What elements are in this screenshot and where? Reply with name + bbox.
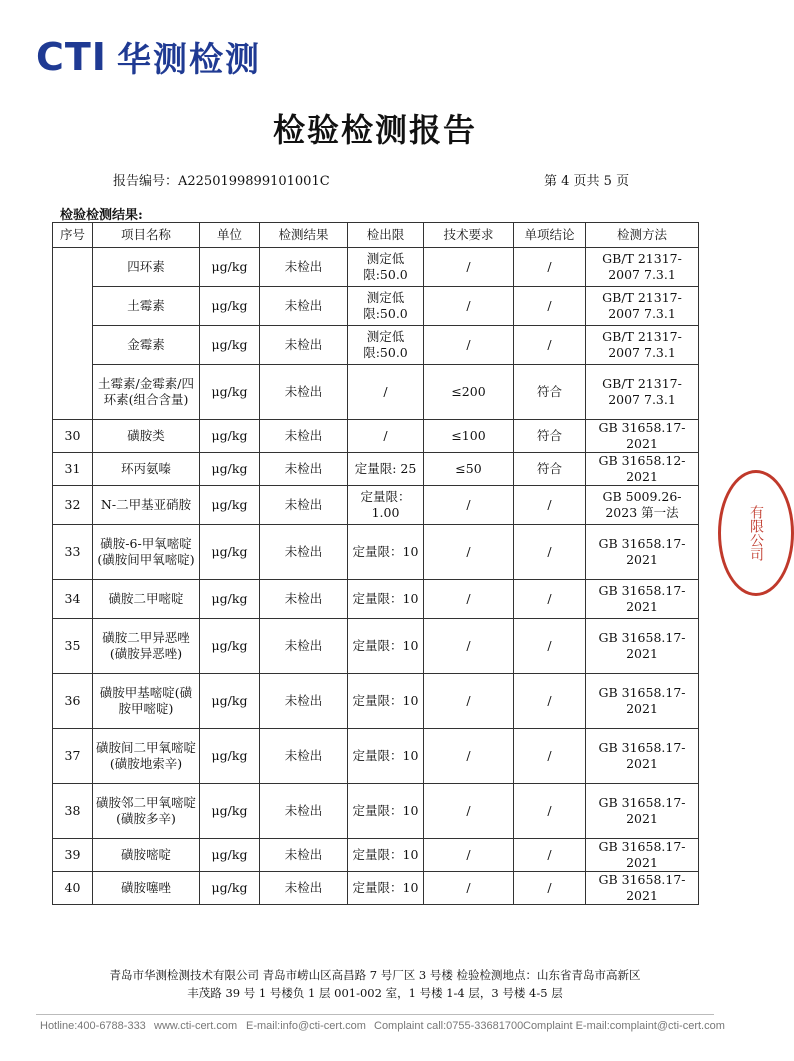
cell-req: /: [424, 525, 514, 580]
cell-unit: μg/kg: [200, 674, 260, 729]
cell-req: /: [424, 872, 514, 905]
cell-name: 金霉素: [93, 326, 200, 365]
cell-req: ≤100: [424, 420, 514, 453]
cell-limit: 定量限：1.00: [348, 486, 424, 525]
cell-limit: 定量限：10: [348, 674, 424, 729]
cell-name: 磺胺-6-甲氧嘧啶(磺胺间甲氧嘧啶): [93, 525, 200, 580]
footer-address: [0, 966, 750, 1002]
cell-concl: /: [514, 872, 586, 905]
cell-concl: 符合: [514, 420, 586, 453]
cell-unit: μg/kg: [200, 619, 260, 674]
footer-line-2: 丰茂路 39 号 1 号楼负 1 层 001-002 室，1 号楼 1-4 层，3 号楼 4-5 层: [187, 986, 563, 1000]
table-row: [53, 872, 699, 905]
cell-req: /: [424, 784, 514, 839]
cell-method: GB 31658.17-2021: [586, 580, 699, 619]
cell-req: /: [424, 729, 514, 784]
cell-method: GB 31658.17-2021: [586, 839, 699, 872]
cell-concl: /: [514, 287, 586, 326]
cell-name: 磺胺甲基嘧啶(磺胺甲嘧啶): [93, 674, 200, 729]
cell-result: 未检出: [260, 525, 348, 580]
cell-req: /: [424, 580, 514, 619]
cell-method: GB/T 21317-2007 7.3.1: [586, 287, 699, 326]
company-seal: 有限公司: [718, 470, 794, 596]
cell-name: 磺胺二甲异恶唑(磺胺异恶唑): [93, 619, 200, 674]
table-header-row: [53, 223, 699, 248]
table-row: [53, 365, 699, 420]
table-row: [53, 729, 699, 784]
col-header: 检出限: [348, 223, 424, 248]
cell-concl: /: [514, 580, 586, 619]
cell-unit: μg/kg: [200, 365, 260, 420]
cell-unit: μg/kg: [200, 453, 260, 486]
logo-name: 华测检测: [116, 40, 261, 80]
col-header: 技术要求: [424, 223, 514, 248]
email-link[interactable]: E-mail:info@cti-cert.com: [246, 1020, 366, 1032]
cell-result: 未检出: [260, 453, 348, 486]
cell-req: ≤50: [424, 453, 514, 486]
cell-result: 未检出: [260, 248, 348, 287]
cell-no: 37: [53, 729, 93, 784]
cell-result: 未检出: [260, 287, 348, 326]
cell-result: 未检出: [260, 486, 348, 525]
cell-name: 磺胺间二甲氧嘧啶(磺胺地索辛): [93, 729, 200, 784]
table-row: [53, 287, 699, 326]
footer-divider: [36, 1014, 714, 1015]
table-row: [53, 580, 699, 619]
cell-no: 40: [53, 872, 93, 905]
cell-req: /: [424, 486, 514, 525]
cell-name: 磺胺二甲嘧啶: [93, 580, 200, 619]
report-number: 报告编号：A2250199899101001C: [113, 174, 330, 189]
cell-limit: /: [348, 365, 424, 420]
cell-unit: μg/kg: [200, 784, 260, 839]
cell-concl: /: [514, 729, 586, 784]
company-logo: [36, 32, 261, 81]
table-row: [53, 525, 699, 580]
cell-concl: /: [514, 525, 586, 580]
cell-method: GB 31658.17-2021: [586, 674, 699, 729]
cell-no: [53, 248, 93, 420]
table-row: [53, 453, 699, 486]
cell-concl: /: [514, 784, 586, 839]
cell-limit: 定量限：10: [348, 839, 424, 872]
results-table: [52, 222, 699, 905]
cell-unit: μg/kg: [200, 248, 260, 287]
cell-no: 30: [53, 420, 93, 453]
cell-method: GB 31658.17-2021: [586, 525, 699, 580]
page-number: 第 4 页共 5 页: [544, 174, 630, 189]
cell-method: GB 5009.26-2023 第一法: [586, 486, 699, 525]
website-link[interactable]: www.cti-cert.com: [154, 1020, 238, 1032]
cell-method: GB 31658.17-2021: [586, 784, 699, 839]
cell-method: GB 31658.17-2021: [586, 619, 699, 674]
cell-limit: 定量限: 25: [348, 453, 424, 486]
cell-method: GB/T 21317-2007 7.3.1: [586, 326, 699, 365]
cell-limit: 定量限：10: [348, 525, 424, 580]
cell-no: 34: [53, 580, 93, 619]
cell-limit: 定量限：10: [348, 784, 424, 839]
cell-req: ≤200: [424, 365, 514, 420]
report-title: 检验检测报告: [272, 111, 477, 149]
cell-unit: μg/kg: [200, 486, 260, 525]
cell-concl: /: [514, 326, 586, 365]
table-row: [53, 839, 699, 872]
col-header: 检测方法: [586, 223, 699, 248]
cell-limit: /: [348, 420, 424, 453]
cell-concl: /: [514, 839, 586, 872]
cell-no: 39: [53, 839, 93, 872]
table-row: [53, 674, 699, 729]
cell-result: 未检出: [260, 326, 348, 365]
cell-method: GB 31658.17-2021: [586, 420, 699, 453]
table-row: [53, 248, 699, 287]
col-header: 检测结果: [260, 223, 348, 248]
cell-concl: /: [514, 674, 586, 729]
cell-result: 未检出: [260, 619, 348, 674]
cell-no: 38: [53, 784, 93, 839]
cell-name: 磺胺噻唑: [93, 872, 200, 905]
cell-result: 未检出: [260, 872, 348, 905]
cell-name: 磺胺邻二甲氧嘧啶(磺胺多辛): [93, 784, 200, 839]
cell-unit: μg/kg: [200, 580, 260, 619]
cell-unit: μg/kg: [200, 872, 260, 905]
table-row: [53, 420, 699, 453]
cell-unit: μg/kg: [200, 326, 260, 365]
col-header: 序号: [53, 223, 93, 248]
cell-unit: μg/kg: [200, 525, 260, 580]
cell-method: GB/T 21317-2007 7.3.1: [586, 365, 699, 420]
cell-method: GB 31658.17-2021: [586, 729, 699, 784]
complaint-email-link[interactable]: Complaint E-mail:complaint@cti-cert.com: [523, 1020, 725, 1032]
cell-limit: 定量限：10: [348, 872, 424, 905]
table-row: [53, 326, 699, 365]
complaint-call: Complaint call:0755-33681700: [374, 1020, 524, 1032]
cell-concl: 符合: [514, 365, 586, 420]
cell-req: /: [424, 287, 514, 326]
cell-no: 33: [53, 525, 93, 580]
cell-no: 32: [53, 486, 93, 525]
cell-req: /: [424, 839, 514, 872]
cell-req: /: [424, 248, 514, 287]
cell-name: 土霉素/金霉素/四环素(组合含量): [93, 365, 200, 420]
col-header: 项目名称: [93, 223, 200, 248]
cell-unit: μg/kg: [200, 729, 260, 784]
col-header: 单项结论: [514, 223, 586, 248]
cell-concl: /: [514, 248, 586, 287]
cell-no: 36: [53, 674, 93, 729]
cell-concl: /: [514, 486, 586, 525]
cell-name: 磺胺嘧啶: [93, 839, 200, 872]
cell-unit: μg/kg: [200, 839, 260, 872]
cell-req: /: [424, 674, 514, 729]
cell-result: 未检出: [260, 784, 348, 839]
cell-result: 未检出: [260, 839, 348, 872]
cell-result: 未检出: [260, 580, 348, 619]
cell-no: 31: [53, 453, 93, 486]
table-row: [53, 486, 699, 525]
hotline: Hotline:400-6788-333: [40, 1020, 146, 1032]
logo-brand: CTI: [36, 34, 107, 79]
cell-concl: 符合: [514, 453, 586, 486]
cell-method: GB/T 21317-2007 7.3.1: [586, 248, 699, 287]
cell-limit: 定量限：10: [348, 580, 424, 619]
cell-limit: 定量限：10: [348, 619, 424, 674]
cell-name: 环丙氨嗪: [93, 453, 200, 486]
section-title: 检验检测结果:: [60, 208, 143, 223]
cell-result: 未检出: [260, 674, 348, 729]
cell-req: /: [424, 619, 514, 674]
cell-limit: 测定低限:50.0: [348, 287, 424, 326]
cell-name: N-二甲基亚硝胺: [93, 486, 200, 525]
cell-result: 未检出: [260, 365, 348, 420]
cell-req: /: [424, 326, 514, 365]
cell-name: 磺胺类: [93, 420, 200, 453]
cell-result: 未检出: [260, 420, 348, 453]
cell-method: GB 31658.12-2021: [586, 453, 699, 486]
cell-name: 土霉素: [93, 287, 200, 326]
cell-no: 35: [53, 619, 93, 674]
cell-method: GB 31658.17-2021: [586, 872, 699, 905]
footer-line-1: 青岛市华测检测技术有限公司 青岛市崂山区高昌路 7 号厂区 3 号楼 检验检测地点：山东省青岛市高新区: [109, 968, 641, 982]
cell-unit: μg/kg: [200, 287, 260, 326]
cell-limit: 测定低限:50.0: [348, 326, 424, 365]
cell-result: 未检出: [260, 729, 348, 784]
table-row: [53, 784, 699, 839]
cell-unit: μg/kg: [200, 420, 260, 453]
col-header: 单位: [200, 223, 260, 248]
cell-name: 四环素: [93, 248, 200, 287]
table-row: [53, 619, 699, 674]
cell-limit: 测定低限:50.0: [348, 248, 424, 287]
cell-concl: /: [514, 619, 586, 674]
cell-limit: 定量限：10: [348, 729, 424, 784]
